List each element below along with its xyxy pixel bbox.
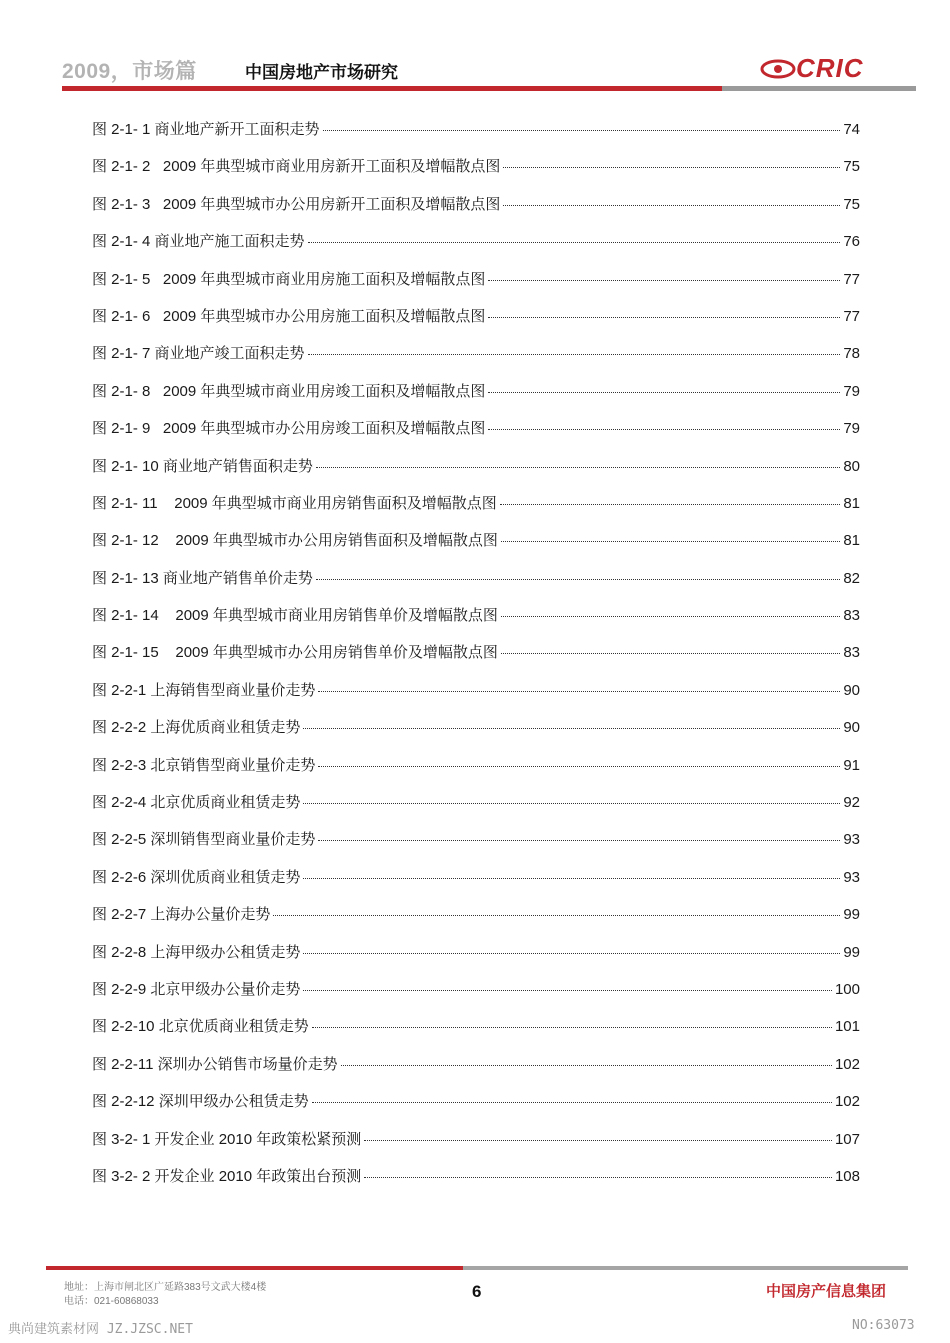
toc-entry[interactable] bbox=[92, 1090, 860, 1127]
toc-entry[interactable] bbox=[92, 716, 860, 753]
toc-entry-label: 图 2-1- 9 2009 年典型城市办公用房竣工面积及增幅散点图 bbox=[92, 420, 486, 438]
toc-entry-label: 图 2-2-3 北京销售型商业量价走势 bbox=[92, 756, 316, 774]
toc-entry-label: 图 2-2-8 上海甲级办公租赁走势 bbox=[92, 943, 301, 961]
toc-dot-leader bbox=[323, 130, 841, 131]
watermark-left: 典尚建筑素材网 JZ.JZSC.NET bbox=[8, 1322, 193, 1337]
toc-entry-label: 图 2-2-11 深圳办公销售市场量价走势 bbox=[92, 1055, 338, 1073]
header-rule-grey bbox=[722, 86, 916, 91]
footer-phone: 电话：021-60868033 bbox=[64, 1296, 159, 1307]
toc-entry-page: 99 bbox=[843, 906, 860, 924]
toc-dot-leader bbox=[303, 728, 840, 729]
toc-entry-page: 79 bbox=[843, 420, 860, 438]
toc-entry-page: 81 bbox=[843, 494, 860, 512]
toc-entry-label: 图 2-2-1 上海销售型商业量价走势 bbox=[92, 681, 316, 699]
figure-list bbox=[92, 118, 860, 1202]
footer-contact bbox=[64, 1281, 266, 1309]
toc-entry[interactable] bbox=[92, 155, 860, 192]
toc-entry[interactable] bbox=[92, 1165, 860, 1202]
toc-entry[interactable] bbox=[92, 492, 860, 529]
toc-entry-page: 80 bbox=[843, 457, 860, 475]
page-header bbox=[0, 0, 950, 100]
toc-dot-leader bbox=[501, 616, 840, 617]
toc-entry-page: 77 bbox=[843, 307, 860, 325]
toc-entry-label: 图 3-2- 2 开发企业 2010 年政策出台预测 bbox=[92, 1167, 362, 1185]
toc-dot-leader bbox=[303, 990, 832, 991]
footer-rule-red bbox=[46, 1266, 463, 1270]
toc-dot-leader bbox=[503, 205, 840, 206]
toc-entry-label: 图 2-2-2 上海优质商业租赁走势 bbox=[92, 719, 301, 737]
toc-entry-label: 图 3-2- 1 开发企业 2010 年政策松紧预测 bbox=[92, 1130, 362, 1148]
toc-dot-leader bbox=[273, 915, 840, 916]
toc-entry-label: 图 2-2-9 北京甲级办公量价走势 bbox=[92, 980, 301, 998]
toc-entry-page: 92 bbox=[843, 794, 860, 812]
toc-dot-leader bbox=[312, 1102, 832, 1103]
toc-dot-leader bbox=[364, 1177, 832, 1178]
toc-entry-label: 图 2-2-4 北京优质商业租赁走势 bbox=[92, 794, 301, 812]
toc-entry-page: 83 bbox=[843, 607, 860, 625]
toc-entry[interactable] bbox=[92, 380, 860, 417]
toc-entry[interactable] bbox=[92, 529, 860, 566]
page-number: 6 bbox=[472, 1282, 482, 1301]
toc-entry[interactable] bbox=[92, 604, 860, 641]
toc-dot-leader bbox=[318, 840, 840, 841]
toc-dot-leader bbox=[308, 242, 841, 243]
toc-dot-leader bbox=[503, 167, 840, 168]
toc-entry-label: 图 2-2-6 深圳优质商业租赁走势 bbox=[92, 868, 301, 886]
toc-dot-leader bbox=[303, 953, 840, 954]
toc-entry[interactable] bbox=[92, 305, 860, 342]
header-rule-red bbox=[62, 86, 722, 91]
toc-entry-label: 图 2-1- 5 2009 年典型城市商业用房施工面积及增幅散点图 bbox=[92, 270, 486, 288]
header-title: 中国房地产市场研究 bbox=[245, 63, 398, 82]
toc-dot-leader bbox=[488, 429, 840, 430]
toc-entry[interactable] bbox=[92, 230, 860, 267]
toc-entry-page: 77 bbox=[843, 270, 860, 288]
toc-entry-page: 75 bbox=[843, 195, 860, 213]
toc-entry-label: 图 2-1- 1 商业地产新开工面积走势 bbox=[92, 121, 320, 138]
toc-entry[interactable] bbox=[92, 417, 860, 454]
toc-entry-page: 102 bbox=[834, 1093, 860, 1111]
toc-entry-page: 81 bbox=[843, 532, 860, 550]
toc-entry-label: 图 2-1- 11 2009 年典型城市商业用房销售面积及增幅散点图 bbox=[92, 494, 497, 512]
toc-entry-page: 90 bbox=[843, 719, 860, 737]
toc-entry[interactable] bbox=[92, 641, 860, 678]
toc-dot-leader bbox=[501, 653, 840, 654]
toc-entry[interactable] bbox=[92, 193, 860, 230]
toc-dot-leader bbox=[303, 878, 840, 879]
toc-entry[interactable] bbox=[92, 866, 860, 903]
toc-entry[interactable] bbox=[92, 978, 860, 1015]
toc-entry-page: 99 bbox=[843, 943, 860, 961]
toc-dot-leader bbox=[501, 541, 840, 542]
toc-entry-label: 图 2-1- 7 商业地产竣工面积走势 bbox=[92, 345, 305, 363]
toc-entry-page: 101 bbox=[834, 1018, 860, 1036]
toc-entry-label: 图 2-2-10 北京优质商业租赁走势 bbox=[92, 1018, 309, 1036]
toc-entry-page: 78 bbox=[843, 345, 860, 363]
toc-dot-leader bbox=[303, 803, 840, 804]
toc-entry[interactable] bbox=[92, 828, 860, 865]
toc-entry-page: 108 bbox=[834, 1167, 860, 1185]
toc-entry[interactable] bbox=[92, 268, 860, 305]
toc-entry-label: 图 2-1- 4 商业地产施工面积走势 bbox=[92, 233, 305, 251]
toc-entry[interactable] bbox=[92, 1128, 860, 1165]
toc-entry-label: 图 2-2-5 深圳销售型商业量价走势 bbox=[92, 831, 316, 849]
toc-dot-leader bbox=[488, 317, 840, 318]
toc-entry[interactable] bbox=[92, 903, 860, 940]
toc-entry[interactable] bbox=[92, 1015, 860, 1052]
toc-entry-label: 图 2-1- 10 商业地产销售面积走势 bbox=[92, 457, 313, 475]
toc-entry-label: 图 2-1- 2 2009 年典型城市商业用房新开工面积及增幅散点图 bbox=[92, 158, 501, 176]
watermark-right: NO:63073 bbox=[852, 1318, 915, 1333]
toc-entry[interactable] bbox=[92, 342, 860, 379]
toc-entry-page: 82 bbox=[843, 569, 860, 587]
toc-dot-leader bbox=[488, 280, 840, 281]
footer-group-name: 中国房产信息集团 bbox=[766, 1283, 887, 1300]
toc-entry-page: 100 bbox=[834, 980, 860, 998]
toc-entry-page: 79 bbox=[843, 382, 860, 400]
footer-address: 地址：上海市闸北区广延路383号文武大楼4楼 bbox=[64, 1282, 267, 1293]
toc-entry-label: 图 2-2-12 深圳甲级办公租赁走势 bbox=[92, 1093, 309, 1111]
toc-entry-page: 74 bbox=[843, 121, 860, 138]
toc-entry-label: 图 2-1- 12 2009 年典型城市办公用房销售面积及增幅散点图 bbox=[92, 532, 498, 550]
toc-dot-leader bbox=[312, 1027, 832, 1028]
toc-dot-leader bbox=[341, 1065, 832, 1066]
toc-entry[interactable] bbox=[92, 118, 860, 155]
toc-entry[interactable] bbox=[92, 754, 860, 791]
logo-text: CRIC bbox=[796, 53, 864, 83]
toc-entry-label: 图 2-1- 8 2009 年典型城市商业用房竣工面积及增幅散点图 bbox=[92, 382, 486, 400]
toc-dot-leader bbox=[316, 467, 840, 468]
toc-dot-leader bbox=[316, 579, 840, 580]
footer-rule-grey bbox=[463, 1266, 908, 1270]
header-year-section: 2009，市场篇 bbox=[62, 60, 197, 83]
toc-entry-label: 图 2-1- 13 商业地产销售单价走势 bbox=[92, 569, 313, 587]
toc-entry-page: 91 bbox=[843, 756, 860, 774]
toc-entry[interactable] bbox=[92, 1053, 860, 1090]
toc-entry[interactable] bbox=[92, 455, 860, 492]
toc-entry[interactable] bbox=[92, 941, 860, 978]
toc-entry-page: 90 bbox=[843, 681, 860, 699]
toc-dot-leader bbox=[318, 691, 840, 692]
toc-entry[interactable] bbox=[92, 567, 860, 604]
toc-entry-page: 93 bbox=[843, 831, 860, 849]
toc-entry-page: 75 bbox=[843, 158, 860, 176]
toc-entry-page: 76 bbox=[843, 233, 860, 251]
toc-entry-page: 107 bbox=[834, 1130, 860, 1148]
toc-dot-leader bbox=[318, 766, 840, 767]
toc-dot-leader bbox=[500, 504, 841, 505]
toc-entry-label: 图 2-1- 3 2009 年典型城市办公用房新开工面积及增幅散点图 bbox=[92, 195, 501, 213]
toc-dot-leader bbox=[488, 392, 840, 393]
cric-logo bbox=[760, 55, 902, 83]
toc-entry-label: 图 2-2-7 上海办公量价走势 bbox=[92, 906, 271, 924]
toc-entry[interactable] bbox=[92, 679, 860, 716]
toc-entry-label: 图 2-1- 14 2009 年典型城市商业用房销售单价及增幅散点图 bbox=[92, 607, 498, 625]
toc-entry-page: 102 bbox=[834, 1055, 860, 1073]
toc-dot-leader bbox=[364, 1140, 832, 1141]
toc-entry[interactable] bbox=[92, 791, 860, 828]
toc-entry-page: 93 bbox=[843, 868, 860, 886]
toc-entry-label: 图 2-1- 15 2009 年典型城市办公用房销售单价及增幅散点图 bbox=[92, 644, 498, 662]
toc-entry-label: 图 2-1- 6 2009 年典型城市办公用房施工面积及增幅散点图 bbox=[92, 307, 486, 325]
toc-dot-leader bbox=[308, 354, 841, 355]
toc-entry-page: 83 bbox=[843, 644, 860, 662]
eye-logo-icon bbox=[760, 55, 796, 83]
